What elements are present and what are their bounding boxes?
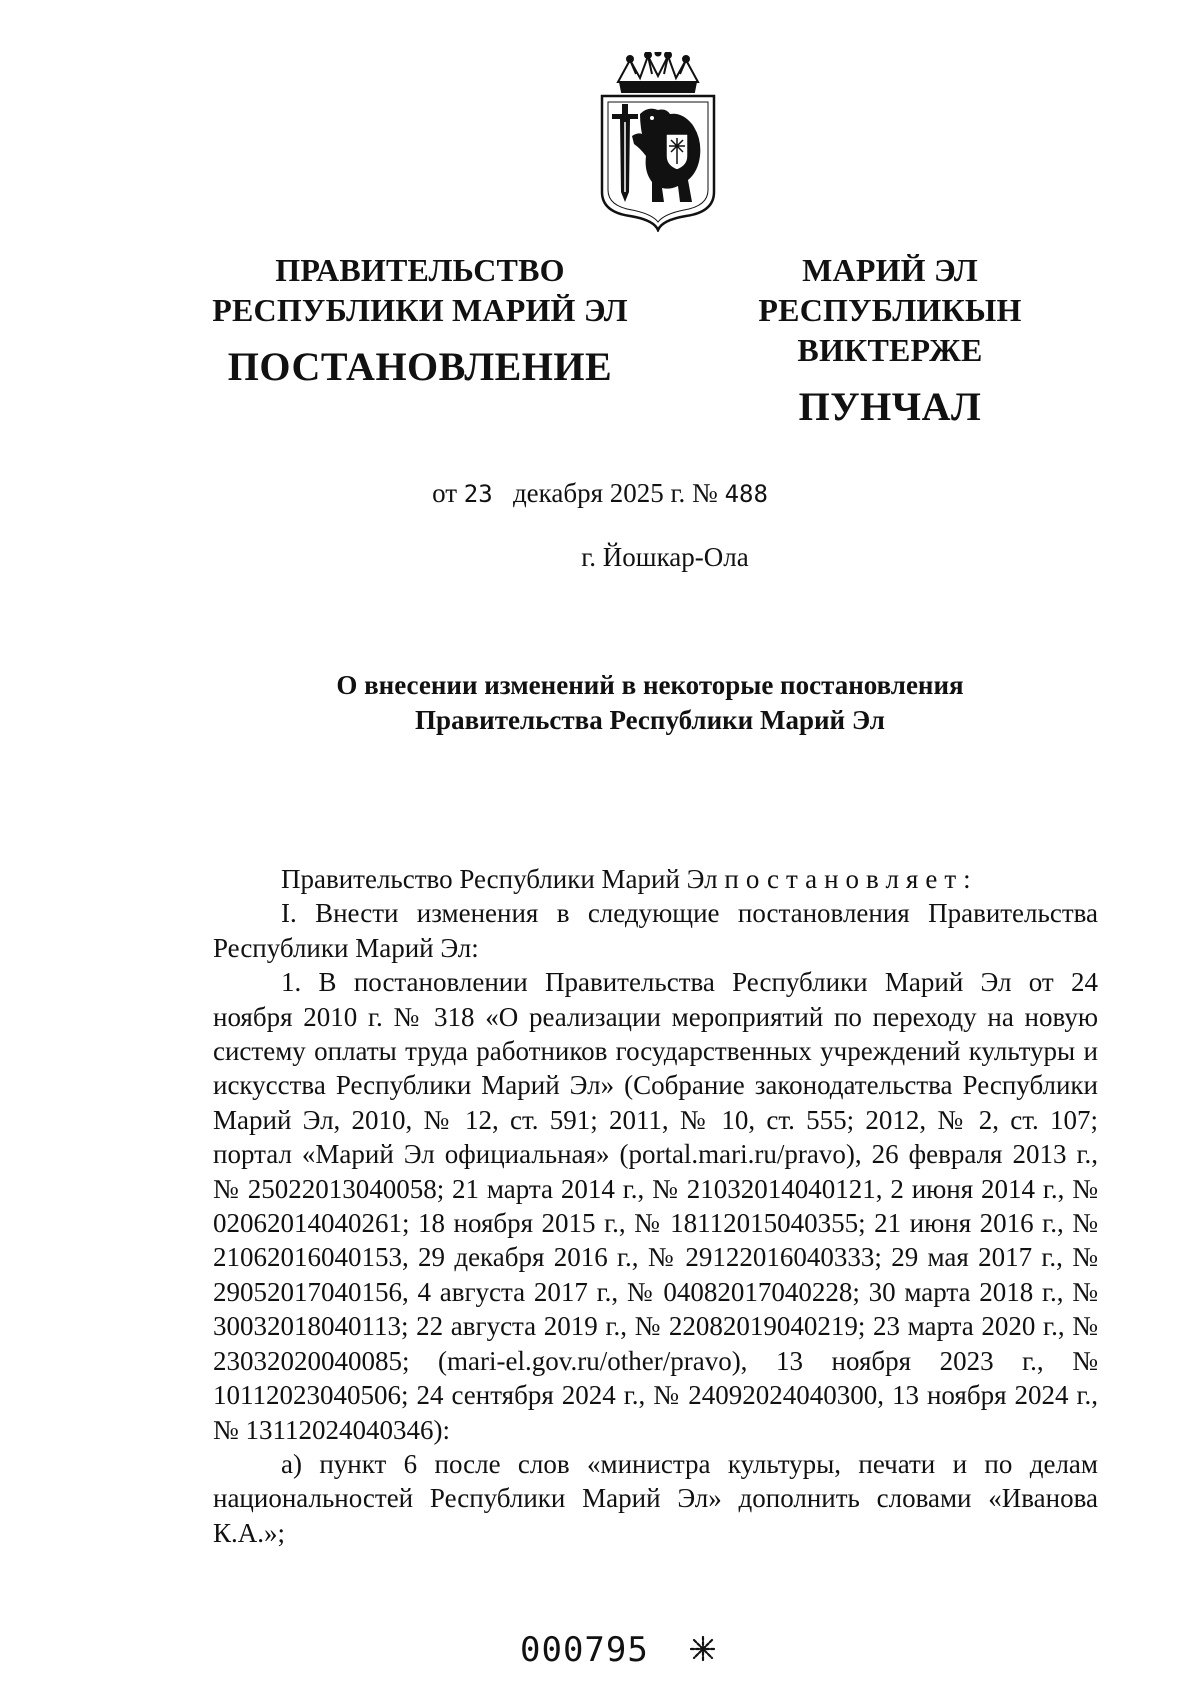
org-name-russian-line2: РЕСПУБЛИКИ МАРИЙ ЭЛ <box>212 292 628 328</box>
doc-type-russian: ПОСТАНОВЛЕНИЕ <box>227 344 613 389</box>
header-right <box>670 250 1110 432</box>
serial-number: 000795 <box>520 1630 649 1670</box>
asterisk-mark-icon <box>690 1636 716 1662</box>
city: г. Йошкар-Ола <box>581 542 749 572</box>
date-month-year: декабря 2025 г. № <box>512 478 718 508</box>
doc-type-mari: ПУНЧАЛ <box>798 384 982 429</box>
paragraph-3: а) пункт 6 после слов «министра культуры, печати и по делам национальностей Республики Марий Эл» дополнить словами «Иванова К.А.»; <box>213 1448 1098 1548</box>
coat-of-arms-icon <box>596 52 720 232</box>
intro-paragraph <box>213 862 1098 896</box>
date-line <box>0 476 1200 511</box>
title-line1: О внесении изменений в некоторые постановления <box>336 670 964 700</box>
document-number: 488 <box>724 480 768 508</box>
org-name-mari-line1: МАРИЙ ЭЛ РЕСПУБЛИКЫН <box>758 252 1022 328</box>
header-left <box>200 250 640 392</box>
org-name-mari-line2: ВИКТЕРЖЕ <box>797 332 983 368</box>
document-body <box>213 862 1098 1550</box>
date-day: 23 <box>463 480 493 508</box>
intro-subject: Правительство Республики Марий Эл <box>281 864 718 894</box>
org-name-russian-line1: ПРАВИТЕЛЬСТВО <box>275 252 565 288</box>
paragraph-2: 1. В постановлении Правительства Республики Марий Эл от 24 ноября 2010 г. № 318 «О реализации мероприятий по переходу на новую систему оплаты труда работников государственных учреждений культуры и искусства Республики Марий Эл» (Собрание законодательства Республики Марий Эл, 2010, № 12, ст. 591; 2011, № 10, ст. 555; 2012, № 2, ст. 107; портал «Марий Эл официальная» (portal.mari.ru/pravo), 26 февраля 2013 г., № 25022013040058; 21 марта 2014 г., № 21032014040121, 2 июня 2014 г., № 02062014040261; 18 ноября 2015 г., № 18112015040355; 21 июня 2016 г., № 21062016040153, 29 декабря 2016 г., № 29122016040333; 29 мая 2017 г., № 29052017040156, 4 августа 2017 г., № 04082017040228; 30 марта 2018 г., № 30032018040113; 22 августа 2019 г., № 22082019040219; 23 марта 2020 г., № 23032020040085; (mari-el.gov.ru/other/pravo), 13 ноября 2023 г., № 10112023040506; 24 сентября 2024 г., № 24092024040300, 13 ноября 2024 г., № 13112024040346): <box>213 967 1098 1445</box>
intro-verb: постановляет: <box>724 864 978 894</box>
document-title <box>200 668 1100 738</box>
title-line2: Правительства Республики Марий Эл <box>415 705 885 735</box>
date-prefix: от <box>432 478 458 508</box>
paragraph-1: I. Внести изменения в следующие постановления Правительства Республики Марий Эл: <box>213 898 1098 963</box>
